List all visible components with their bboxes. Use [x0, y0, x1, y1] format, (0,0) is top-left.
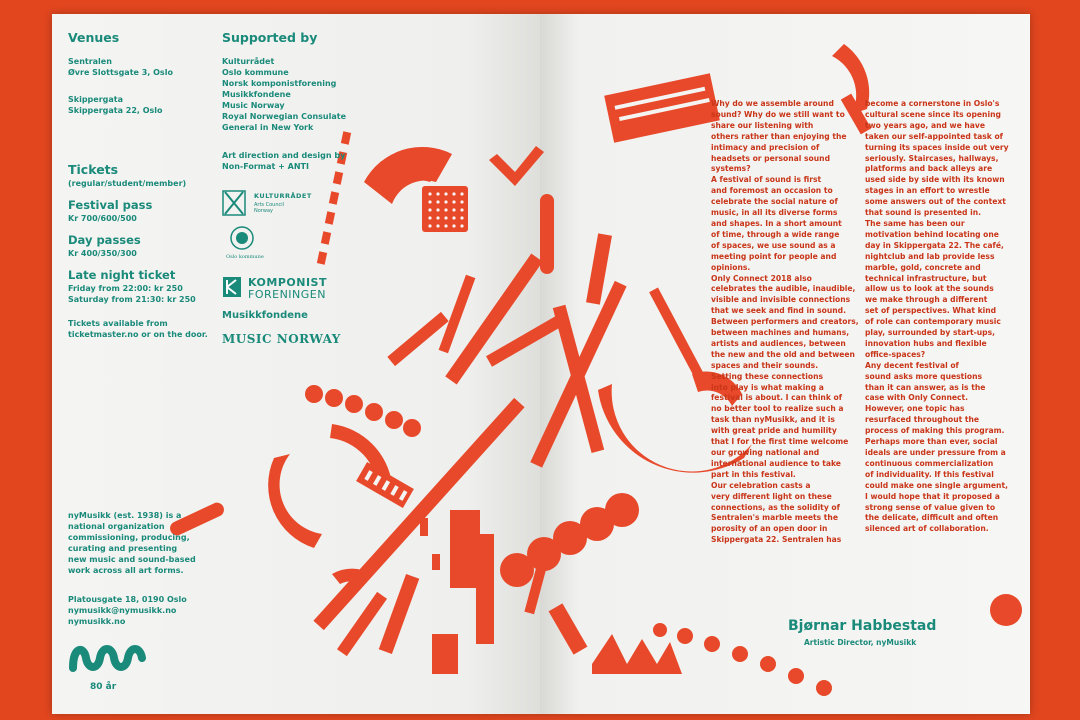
day-passes-price: Kr 400/350/300: [68, 249, 137, 258]
body-column-2: become a cornerstone in Oslo's cultural scene since its opening two years ago, and we have taken our self-appointed task of turning its spaces inside out very seriously. Staircases, hallways, platforms and back alleys are used side by side with its known stages in an effort to wrestle some answers out of the context that sound is presented in. The same has been our motivation behind locating one day in Skippergata 22. The café, nightclub and lab provide less marble, gold, concrete and technical infrastructure, but allow us to look at the sounds we make through a different set of perspectives. What kind of role can contemporary music play, surrounded by start-ups, innovation hubs and flexible office-spaces? Any decent festival of sound asks more questions than it can answer, as is the case with Only Connect. However, one topic has resurfaced throughout the process of making this program. Perhaps more than ever, social ideals are under pressure from a continuous commercialization of individuality. If this festival could make one single argument, I would hope that it proposed a strong sense of value given to the delicate, difficult and often silenced art of collaboration.: [865, 99, 1009, 534]
supporter: Kulturrådet: [222, 57, 275, 66]
oslo-kommune-text: Oslo kommune: [226, 254, 264, 260]
art-direction-line1: Art direction and design by: [222, 151, 346, 160]
brochure-spread: [52, 14, 1030, 714]
art-direction-line2: Non-Format + ANTI: [222, 162, 309, 171]
venues-heading: Venues: [68, 30, 120, 45]
kulturradet-logo: [222, 190, 342, 218]
late-night-heading: Late night ticket: [68, 268, 176, 282]
art-direction: [222, 150, 345, 172]
venue-1-address: Øvre Slottsgate 3, Oslo: [68, 68, 173, 77]
contact-info: [68, 594, 187, 627]
komponist-logo: [222, 276, 342, 302]
signature-title: Artistic Director, nyMusikk: [804, 638, 917, 647]
supported-heading: Supported by: [222, 30, 318, 45]
nymusikk-wave-icon: [68, 640, 148, 676]
kulturradet-line2: Arts Council: [254, 202, 285, 208]
supporter: Oslo kommune: [222, 68, 289, 77]
oslo-seal-icon: [230, 226, 254, 254]
body-column-1: Why do we assemble around sound? Why do we still want to share our listening with others rather than enjoying the intimacy and precision of headsets or personal sound systems? A festival of sound is first and foremost an occasion to celebrate the social nature of music, in all its diverse forms and shapes. In a short amount of time, through a wide range of spaces, we use sound as a meeting point for people and opinions. Only Connect 2018 also celebrates the audible, inaudible, visible and invisible connections that we seek and find in sound. Between performers and creators, between machines and humans, artists and audiences, between the new and the old and between spaces and their sounds. Setting these connections into play is what making a festival is about. I can think of no better tool to realize such a task than nyMusikk, and it is with great pride and humility that I for the first time welcome our growing national and international audience to take part in this festival. Our celebration casts a very different light on these connections, as the solidity of Sentralen's marble meets the porosity of an open door in Skippergata 22. Sentralen has: [711, 99, 859, 545]
tickets-sub: (regular/student/member): [68, 179, 187, 188]
oslo-kommune-logo: [222, 226, 282, 266]
chevron-shape: [489, 146, 544, 186]
signature-name: Bjørnar Habbestad: [788, 618, 937, 634]
late-night-saturday: Saturday from 21:30: kr 250: [68, 295, 196, 304]
supporter: Royal Norwegian Consulate: [222, 112, 347, 121]
address: Platousgate 18, 0190 Oslo: [68, 595, 187, 604]
tickets-heading: Tickets: [68, 162, 119, 177]
late-night-friday: Friday from 22:00: kr 250: [68, 284, 183, 293]
kulturradet-logo-icon: [222, 190, 246, 216]
org-description-line: national organization: [68, 522, 165, 531]
music-norway-logo: MUSIC NORWAY: [222, 332, 341, 346]
org-description: [68, 510, 196, 576]
komponist-line1: KOMPONIST: [248, 276, 327, 289]
org-description-line: curating and presenting: [68, 544, 178, 553]
komponist-line2: FORENINGEN: [248, 288, 326, 301]
supporter: Musikkfondene: [222, 90, 291, 99]
kulturradet-line3: Norway: [254, 208, 273, 214]
kulturradet-line1: KULTURRÅDET: [254, 192, 312, 200]
tickets-available-line1: Tickets available from: [68, 319, 168, 328]
festival-pass-price: Kr 700/600/500: [68, 214, 137, 223]
day-passes-heading: Day passes: [68, 233, 141, 247]
venue-2-name: Skippergata: [68, 95, 123, 104]
tickets-available-line2: ticketmaster.no or on the door.: [68, 330, 208, 339]
org-description-line: new music and sound-based: [68, 555, 196, 564]
tickets-available: [68, 318, 208, 340]
supporter: General in New York: [222, 123, 314, 132]
venue-2: [68, 94, 163, 116]
supporter: Music Norway: [222, 101, 285, 110]
komponist-logo-icon: [222, 276, 242, 298]
email: nymusikk@nymusikk.no: [68, 606, 177, 615]
supporter: Norsk komponistforening: [222, 79, 337, 88]
supporters-list: [222, 56, 346, 133]
festival-pass-heading: Festival pass: [68, 198, 153, 212]
musikkfondene-logo: Musikkfondene: [222, 310, 308, 321]
website: nymusikk.no: [68, 617, 126, 626]
venue-1-name: Sentralen: [68, 57, 112, 66]
venue-2-address: Skippergata 22, Oslo: [68, 106, 163, 115]
org-description-line: work across all art forms.: [68, 566, 184, 575]
venue-1: [68, 56, 173, 78]
org-description-line: nyMusikk (est. 1938) is a: [68, 511, 182, 520]
org-description-line: commissioning, producing,: [68, 533, 190, 542]
anniversary-label: 80 år: [90, 682, 117, 692]
